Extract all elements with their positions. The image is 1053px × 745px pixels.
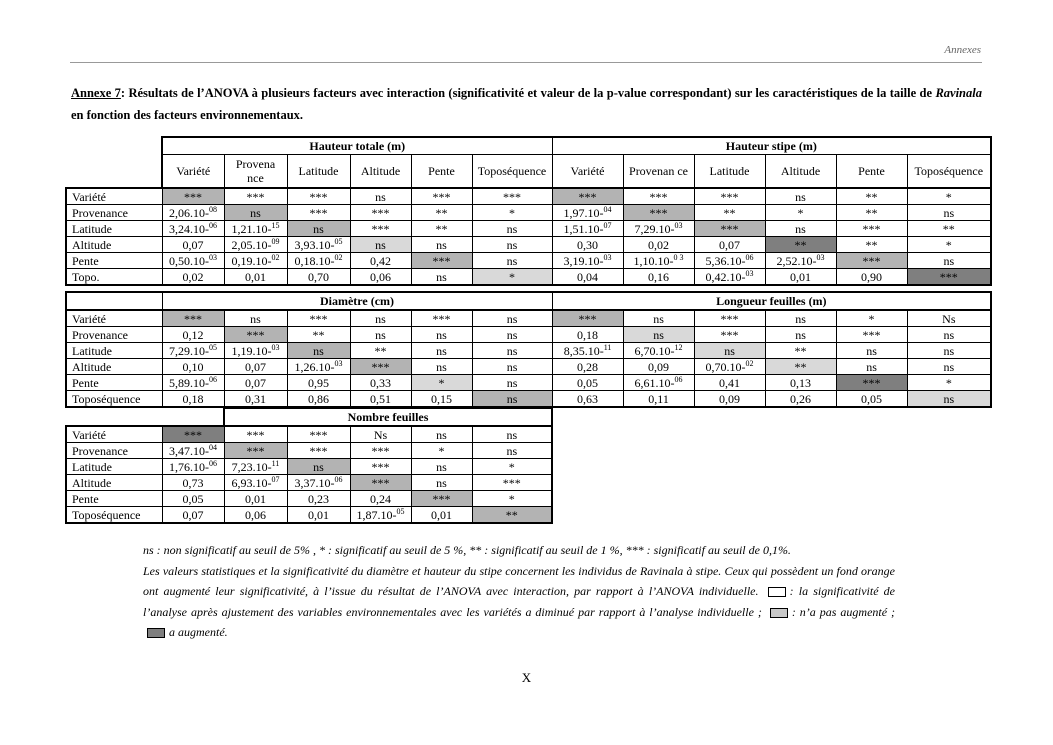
- table-cell: ***: [836, 221, 907, 237]
- row-label: Pente: [66, 253, 162, 269]
- table-cell: 0,01: [287, 507, 350, 524]
- table-cell: ***: [287, 205, 350, 221]
- legend-grey-box: [770, 608, 788, 618]
- row-label: Altitude: [66, 237, 162, 253]
- table-cell: *: [907, 188, 991, 205]
- table-row: [66, 237, 991, 253]
- table-cell: **: [287, 327, 350, 343]
- caption-species: Ravinala: [935, 86, 982, 100]
- table-cell: ns: [350, 188, 411, 205]
- table-cell: ns: [472, 426, 552, 443]
- table-cell: 0,02: [162, 269, 224, 286]
- table-cell: ***: [224, 426, 287, 443]
- table-cell: 7,23.10-$^{11}$: [224, 459, 287, 475]
- table-cell: **: [836, 205, 907, 221]
- table-cell: 0,15: [411, 391, 472, 408]
- table-cell: ***: [411, 188, 472, 205]
- table-cell: ns: [836, 343, 907, 359]
- legend-dark-box: [147, 628, 165, 638]
- group-title-row: [66, 292, 991, 310]
- table-cell: 0,18: [162, 391, 224, 408]
- table-cell: ***: [162, 188, 224, 205]
- table-cell: 0,95: [287, 375, 350, 391]
- table-cell: 3,19.10-$^{03}$: [552, 253, 623, 269]
- table-cell: *: [836, 310, 907, 327]
- col-header: Altitude: [765, 155, 836, 189]
- notes-text-2: Les valeurs statistiques et la significativité du diamètre et hauteur du stipe concernent les individus de Ravinala à stipe. Ceux qui possèdent un fond orange ont augmenté leur significativité, à l’issue du résultat de l’ANOVA avec interaction, par rapport à l’ANOVA individuelle.: [143, 563, 895, 598]
- table-cell: ns: [472, 359, 552, 375]
- table-cell: 1,97.10-$^{04}$: [552, 205, 623, 221]
- table-cell: 5,36.10-$^{06}$: [694, 253, 765, 269]
- table-cell: **: [765, 343, 836, 359]
- table-cell: ***: [350, 475, 411, 491]
- table-cell: 0,28: [552, 359, 623, 375]
- table-cell: *: [472, 269, 552, 286]
- table-cell: ***: [694, 327, 765, 343]
- row-label: Altitude: [66, 359, 162, 375]
- table-cell: **: [907, 221, 991, 237]
- table-cell: ns: [472, 237, 552, 253]
- table-cell: ns: [623, 310, 694, 327]
- table-row: [66, 375, 991, 391]
- legend-dark-text: a augmenté.: [169, 625, 228, 639]
- col-header: Toposéquence: [907, 155, 991, 189]
- table-cell: ***: [623, 205, 694, 221]
- table-cell: 0,23: [287, 491, 350, 507]
- table-cell: ***: [162, 426, 224, 443]
- row-label: Latitude: [66, 221, 162, 237]
- row-label: Pente: [66, 375, 162, 391]
- table-cell: ***: [411, 491, 472, 507]
- table-cell: 0,09: [694, 391, 765, 408]
- table-cell: 0,26: [765, 391, 836, 408]
- table-cell: 0,06: [350, 269, 411, 286]
- table-cell: 2,06.10-$^{08}$: [162, 205, 224, 221]
- table-cell: ns: [224, 205, 287, 221]
- table-cell: **: [694, 205, 765, 221]
- table-row: [66, 327, 991, 343]
- table-cell: 7,29.10-$^{05}$: [162, 343, 224, 359]
- row-label: Provenance: [66, 327, 162, 343]
- group-title-row: [66, 408, 552, 426]
- table-cell: ***: [350, 221, 411, 237]
- table-cell: 0,18: [552, 327, 623, 343]
- table-cell: 3,47.10-$^{04}$: [162, 443, 224, 459]
- table-cell: **: [411, 205, 472, 221]
- table-cell: ns: [472, 343, 552, 359]
- table-cell: 0,90: [836, 269, 907, 286]
- table-row: [66, 359, 991, 375]
- table-cell: 6,93.10-$^{07}$: [224, 475, 287, 491]
- table-cell: 0,42: [350, 253, 411, 269]
- table-cell: Ns: [350, 426, 411, 443]
- table-cell: ***: [472, 475, 552, 491]
- row-label: Latitude: [66, 459, 162, 475]
- table-cell: 0,51: [350, 391, 411, 408]
- table-cell: 0,02: [623, 237, 694, 253]
- table-row: [66, 221, 991, 237]
- notes-line-2: [143, 561, 895, 643]
- table-cell: 0,16: [623, 269, 694, 286]
- row-label: Provenance: [66, 205, 162, 221]
- table-cell: 0,70.10-$^{02}$: [694, 359, 765, 375]
- table-cell: **: [350, 343, 411, 359]
- table-cell: 0,30: [552, 237, 623, 253]
- table-cell: ns: [350, 327, 411, 343]
- table-cell: 1,51.10-$^{07}$: [552, 221, 623, 237]
- row-label: Variété: [66, 426, 162, 443]
- annex-label: Annexe 7: [71, 86, 121, 100]
- row-label: Provenance: [66, 443, 162, 459]
- col-header: Pente: [411, 155, 472, 189]
- row-label: Variété: [66, 310, 162, 327]
- table-cell: *: [472, 205, 552, 221]
- table-cell: 0,04: [552, 269, 623, 286]
- table-cell: ***: [694, 221, 765, 237]
- table-cell: 7,29.10-$^{03}$: [623, 221, 694, 237]
- table-cell: 0,05: [162, 491, 224, 507]
- table-cell: ns: [472, 391, 552, 408]
- table-cell: *: [411, 443, 472, 459]
- table-cell: 6,61.10-$^{06}$: [623, 375, 694, 391]
- col-header: Variété: [552, 155, 623, 189]
- table-nombre-feuilles: [65, 407, 553, 524]
- table-cell: 0,18.10-$^{02}$: [287, 253, 350, 269]
- group-title-hauteur-stipe: Hauteur stipe (m): [552, 137, 991, 155]
- table-cell: 2,52.10-$^{03}$: [765, 253, 836, 269]
- table-cell: 0,73: [162, 475, 224, 491]
- table-cell: 1,87.10-$^{05}$: [350, 507, 411, 524]
- table-cell: 0,05: [552, 375, 623, 391]
- table-cell: ***: [287, 310, 350, 327]
- table-cell: ***: [836, 327, 907, 343]
- table-cell: ns: [765, 310, 836, 327]
- running-header: Annexes: [944, 44, 981, 56]
- table-cell: 0,06: [224, 507, 287, 524]
- table-cell: 0,07: [162, 237, 224, 253]
- table-cell: 1,76.10-$^{06}$: [162, 459, 224, 475]
- table-cell: 8,35.10-$^{11}$: [552, 343, 623, 359]
- table-cell: 0,11: [623, 391, 694, 408]
- col-header: Pente: [836, 155, 907, 189]
- table-notes: [143, 540, 895, 643]
- table-cell: ***: [350, 459, 411, 475]
- table-cell: 0,07: [162, 507, 224, 524]
- table-row: [66, 205, 991, 221]
- table-cell: ***: [350, 359, 411, 375]
- table-cell: ns: [350, 310, 411, 327]
- table-cell: ns: [472, 375, 552, 391]
- table-cell: ns: [907, 205, 991, 221]
- table-cell: 0,33: [350, 375, 411, 391]
- row-label: Latitude: [66, 343, 162, 359]
- table-cell: ns: [907, 359, 991, 375]
- notes-line-1: ns : non significatif au seuil de 5% , * : significatif au seuil de 5 %, ** : significatif au seuil de 1 %, *** : significatif au seuil de 0,1%.: [143, 543, 791, 557]
- group-title-hauteur-totale: Hauteur totale (m): [162, 137, 552, 155]
- col-header: Latitude: [694, 155, 765, 189]
- table-cell: ***: [350, 443, 411, 459]
- table-cell: 0,09: [623, 359, 694, 375]
- table-cell: **: [765, 237, 836, 253]
- table-row: [66, 507, 552, 524]
- table-cell: ***: [287, 426, 350, 443]
- table-row: [66, 391, 991, 408]
- table-cell: 0,41: [694, 375, 765, 391]
- table-cell: ns: [694, 343, 765, 359]
- col-header: Provenan ce: [623, 155, 694, 189]
- table-cell: *: [472, 459, 552, 475]
- table-row: [66, 475, 552, 491]
- table-cell: 0,50.10-$^{03}$: [162, 253, 224, 269]
- table-cell: ***: [411, 253, 472, 269]
- row-label: Topo.: [66, 269, 162, 286]
- table-cell: ns: [765, 221, 836, 237]
- table-cell: 6,70.10-$^{12}$: [623, 343, 694, 359]
- table-cell: ***: [552, 310, 623, 327]
- table-row: [66, 253, 991, 269]
- table-cell: 0,07: [224, 359, 287, 375]
- table-cell: 3,93.10-$^{05}$: [287, 237, 350, 253]
- caption-text-1: : Résultats de l’ANOVA à plusieurs facteurs avec interaction (significativité et valeur de la p-value correspondant) sur les caractéristiques de la taille de: [120, 86, 936, 100]
- table-cell: ns: [907, 253, 991, 269]
- table-cell: ns: [472, 221, 552, 237]
- table-cell: *: [907, 375, 991, 391]
- table-row: [66, 459, 552, 475]
- table-cell: 0,70: [287, 269, 350, 286]
- legend-white-text: : la significativité de l’analyse après ajustement des variables environnementales avec les variétés a diminué par rapport à l’analyse individuelle ;: [143, 584, 895, 619]
- table-cell: ns: [411, 343, 472, 359]
- table-cell: ***: [224, 443, 287, 459]
- table-cell: 0,07: [694, 237, 765, 253]
- group-title-nombre-feuilles: Nombre feuilles: [224, 408, 552, 426]
- table-cell: ns: [765, 188, 836, 205]
- table-cell: 0,86: [287, 391, 350, 408]
- table-cell: 1,21.10-$^{15}$: [224, 221, 287, 237]
- table-cell: 3,24.10-$^{06}$: [162, 221, 224, 237]
- column-header-row: [66, 155, 991, 189]
- table-cell: **: [836, 188, 907, 205]
- table-row: [66, 443, 552, 459]
- table-cell: **: [836, 237, 907, 253]
- table-cell: ns: [472, 327, 552, 343]
- table-row: [66, 310, 991, 327]
- table-cell: ***: [224, 327, 287, 343]
- table-cell: ns: [287, 343, 350, 359]
- table-cell: ***: [694, 188, 765, 205]
- table-cell: ns: [907, 327, 991, 343]
- table-cell: ns: [411, 475, 472, 491]
- row-label: Toposéquence: [66, 507, 162, 524]
- table-cell: *: [411, 375, 472, 391]
- table-cell: ns: [472, 253, 552, 269]
- table-cell: 0,24: [350, 491, 411, 507]
- table-cell: *: [907, 237, 991, 253]
- table-cell: 1,26.10-$^{03}$: [287, 359, 350, 375]
- table-cell: **: [411, 221, 472, 237]
- table-cell: **: [765, 359, 836, 375]
- table-cell: ***: [472, 188, 552, 205]
- table-cell: ns: [765, 327, 836, 343]
- table-cell: 0,01: [224, 491, 287, 507]
- table-cell: ***: [552, 188, 623, 205]
- page-number: X: [521, 670, 532, 685]
- table-cell: ns: [411, 359, 472, 375]
- table-cell: ***: [623, 188, 694, 205]
- table-cell: ns: [411, 426, 472, 443]
- row-label: Variété: [66, 188, 162, 205]
- col-header: Toposéquence: [472, 155, 552, 189]
- group-title-diametre: Diamètre (cm): [162, 292, 552, 310]
- group-title-longueur-feuilles: Longueur feuilles (m): [552, 292, 991, 310]
- table-cell: 0,31: [224, 391, 287, 408]
- table-cell: 0,01: [224, 269, 287, 286]
- table-cell: ***: [907, 269, 991, 286]
- table-cell: 0,12: [162, 327, 224, 343]
- table-diametre: [65, 291, 992, 408]
- col-header: Latitude: [287, 155, 350, 189]
- table-cell: ***: [287, 188, 350, 205]
- table-cell: ns: [411, 327, 472, 343]
- table-cell: ***: [694, 310, 765, 327]
- table-row: [66, 426, 552, 443]
- table-cell: ***: [350, 205, 411, 221]
- col-header: Provena nce: [224, 155, 287, 189]
- table-cell: ns: [411, 459, 472, 475]
- col-header: Variété: [162, 155, 224, 189]
- table-cell: ***: [162, 310, 224, 327]
- table-cell: 0,01: [765, 269, 836, 286]
- annex-caption: [71, 82, 982, 126]
- table-cell: ns: [472, 443, 552, 459]
- table-cell: ns: [472, 310, 552, 327]
- table-cell: ns: [907, 391, 991, 408]
- table-cell: 0,63: [552, 391, 623, 408]
- table-cell: ns: [287, 459, 350, 475]
- col-header: Altitude: [350, 155, 411, 189]
- table-cell: 2,05.10-$^{09}$: [224, 237, 287, 253]
- table-cell: ns: [836, 359, 907, 375]
- table-row: [66, 343, 991, 359]
- group-title-row: [66, 137, 991, 155]
- table-cell: 1,10.10-$^{0 3}$: [623, 253, 694, 269]
- table-cell: 1,19.10-$^{03}$: [224, 343, 287, 359]
- table-cell: 0,01: [411, 507, 472, 524]
- caption-text-2: en fonction des facteurs environnementaux.: [71, 108, 304, 122]
- row-label: Pente: [66, 491, 162, 507]
- table-cell: ***: [411, 310, 472, 327]
- table-cell: 3,37.10-$^{06}$: [287, 475, 350, 491]
- table-cell: Ns: [907, 310, 991, 327]
- table-hauteur: [65, 136, 992, 286]
- row-label: Altitude: [66, 475, 162, 491]
- table-cell: ns: [411, 269, 472, 286]
- table-cell: ns: [287, 221, 350, 237]
- table-cell: ***: [836, 375, 907, 391]
- table-cell: ns: [350, 237, 411, 253]
- table-cell: 0,10: [162, 359, 224, 375]
- table-cell: ***: [836, 253, 907, 269]
- table-row: [66, 491, 552, 507]
- header-rule: [70, 62, 982, 63]
- table-cell: ns: [907, 343, 991, 359]
- legend-white-box: [768, 587, 786, 597]
- table-cell: 5,89.10-$^{06}$: [162, 375, 224, 391]
- table-cell: 0,13: [765, 375, 836, 391]
- table-cell: *: [472, 491, 552, 507]
- table-cell: 0,19.10-$^{02}$: [224, 253, 287, 269]
- table-cell: ns: [623, 327, 694, 343]
- table-row: [66, 269, 991, 286]
- table-cell: ns: [411, 237, 472, 253]
- table-cell: 0,07: [224, 375, 287, 391]
- table-cell: ns: [224, 310, 287, 327]
- table-cell: ***: [224, 188, 287, 205]
- table-row: [66, 188, 991, 205]
- table-cell: *: [765, 205, 836, 221]
- table-cell: **: [472, 507, 552, 524]
- table-cell: 0,05: [836, 391, 907, 408]
- table-cell: 0,42.10-$^{03}$: [694, 269, 765, 286]
- legend-grey-text: : n’a pas augmenté ;: [791, 604, 896, 619]
- table-cell: ***: [287, 443, 350, 459]
- row-label: Toposéquence: [66, 391, 162, 408]
